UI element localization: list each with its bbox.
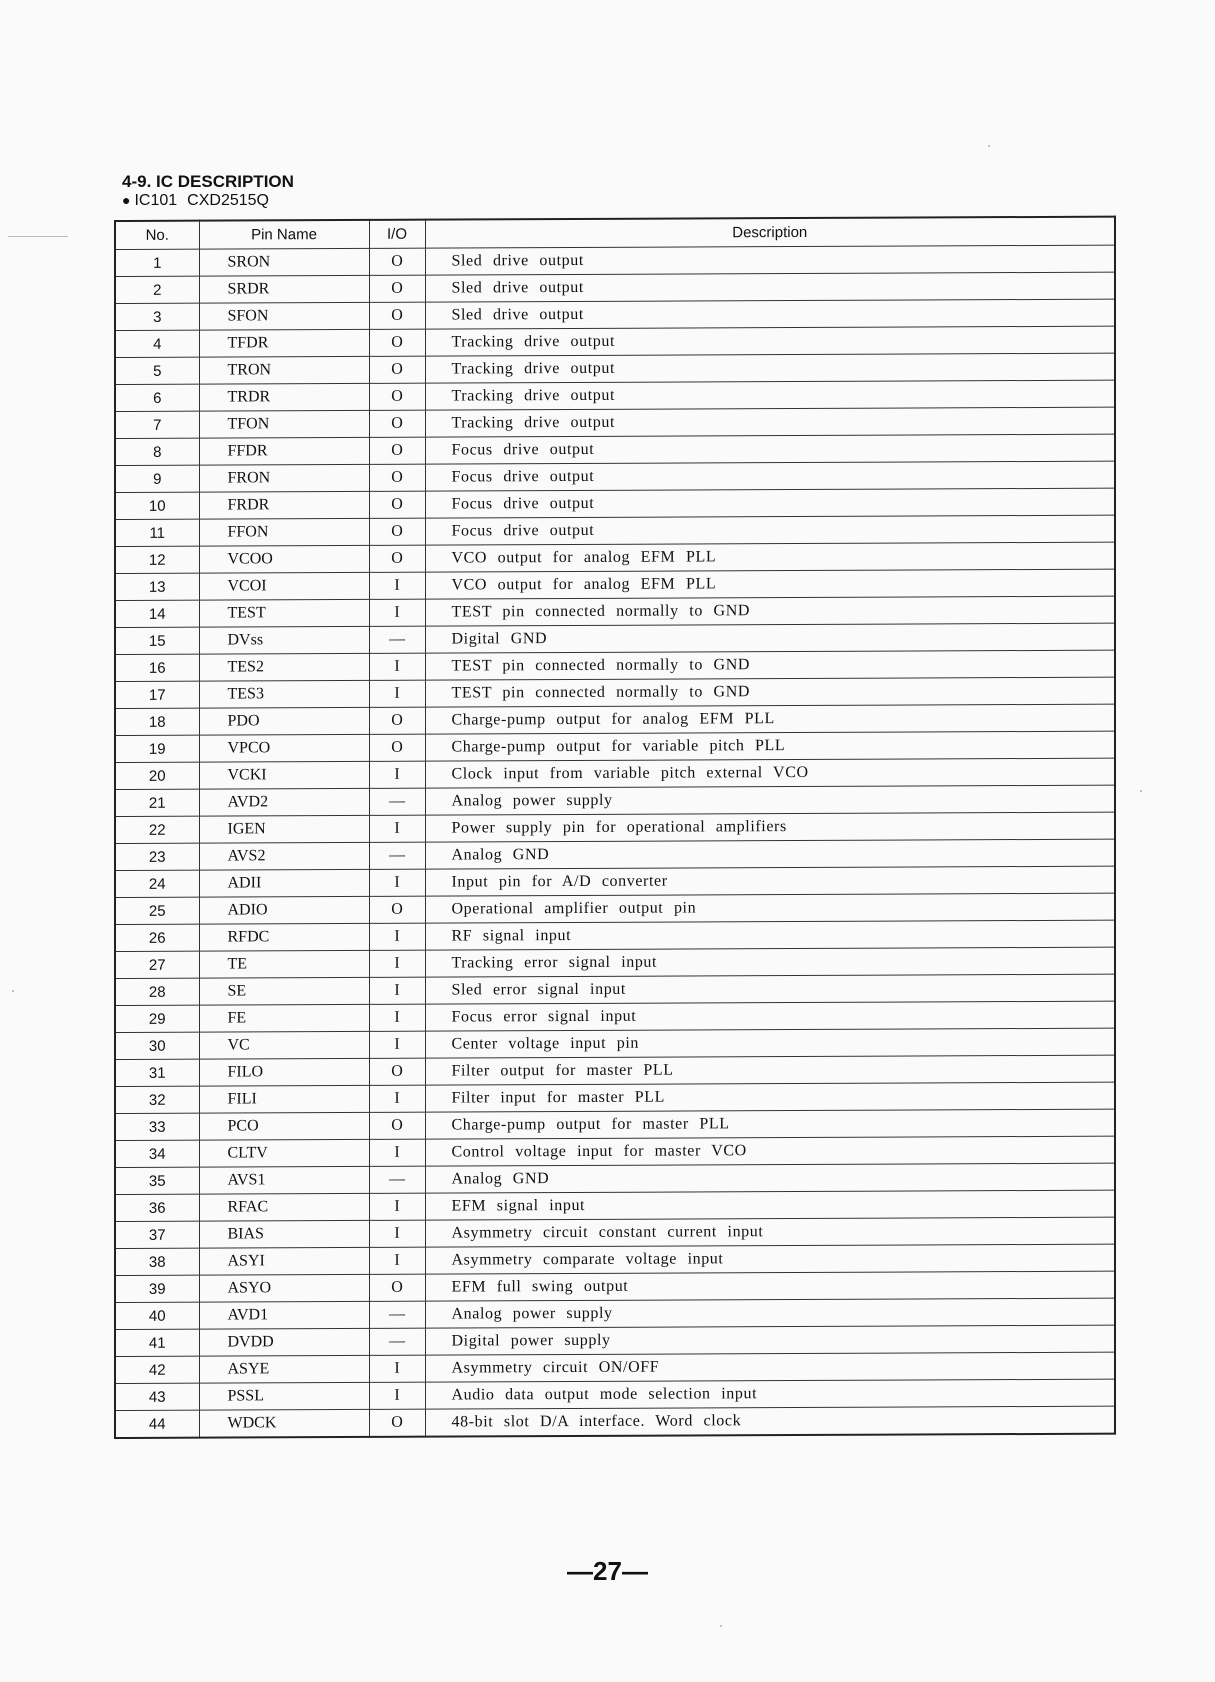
pin-name-cell: SFON xyxy=(199,302,369,330)
table-row xyxy=(115,623,1115,654)
pin-name-cell: DVss xyxy=(199,626,369,654)
scan-speck xyxy=(1140,790,1142,792)
pin-description-cell: Power supply pin for operational amplifiers xyxy=(425,812,1115,842)
pin-io-cell: O xyxy=(369,1058,425,1085)
pin-description-cell: Clock input from variable pitch external VCO xyxy=(425,758,1115,788)
pin-io-cell: I xyxy=(369,680,425,707)
pin-description-cell: Asymmetry circuit ON/OFF xyxy=(425,1352,1115,1382)
pin-name-cell: RFAC xyxy=(199,1193,369,1221)
pin-name-cell: VCOO xyxy=(199,545,369,573)
pin-name-cell: ADII xyxy=(199,869,369,897)
pin-description-cell: Audio data output mode selection input xyxy=(425,1379,1115,1409)
pin-name-cell: TEST xyxy=(199,599,369,627)
pin-name-cell: SRDR xyxy=(199,275,369,303)
pin-description-cell: VCO output for analog EFM PLL xyxy=(425,542,1115,572)
pin-number-cell: 6 xyxy=(115,384,199,411)
pin-number-cell: 16 xyxy=(115,654,199,681)
table-row xyxy=(115,1244,1115,1275)
table-row xyxy=(115,272,1115,303)
pin-number-cell: 43 xyxy=(115,1383,199,1410)
table-row xyxy=(115,1082,1115,1113)
bullet-icon: ● xyxy=(122,192,131,208)
pin-number-cell: 23 xyxy=(115,843,199,870)
pin-io-cell: O xyxy=(369,356,425,383)
pin-description-cell: Tracking drive output xyxy=(425,353,1115,383)
pin-number-cell: 19 xyxy=(115,735,199,762)
pin-io-cell: I xyxy=(369,1247,425,1274)
pin-name-cell: ASYO xyxy=(199,1274,369,1302)
pin-number-cell: 7 xyxy=(115,411,199,438)
column-header-description: Description xyxy=(425,217,1115,249)
pin-io-cell: I xyxy=(369,1004,425,1031)
pin-io-cell: O xyxy=(369,383,425,410)
pin-name-cell: IGEN xyxy=(199,815,369,843)
table-header-row xyxy=(115,217,1115,250)
pin-number-cell: 20 xyxy=(115,762,199,789)
pin-name-cell: BIAS xyxy=(199,1220,369,1248)
pin-description-cell: TEST pin connected normally to GND xyxy=(425,677,1115,707)
table-row xyxy=(115,353,1115,384)
pin-io-cell: O xyxy=(369,275,425,302)
pin-name-cell: DVDD xyxy=(199,1328,369,1356)
ic-ref: IC101 xyxy=(134,192,178,209)
pin-io-cell: — xyxy=(369,1166,425,1193)
table-row xyxy=(115,299,1115,330)
pin-description-cell: Analog power supply xyxy=(425,1298,1115,1328)
pin-number-cell: 5 xyxy=(115,357,199,384)
table-row xyxy=(115,542,1115,573)
pin-description-cell: Focus drive output xyxy=(425,434,1115,464)
table-row xyxy=(115,650,1115,681)
table-row xyxy=(115,1325,1115,1356)
pin-io-cell: O xyxy=(369,707,425,734)
column-header-pin-name: Pin Name xyxy=(199,220,369,249)
table-row xyxy=(115,677,1115,708)
pin-name-cell: SRON xyxy=(199,248,369,276)
table-row xyxy=(115,1406,1115,1438)
pin-io-cell: O xyxy=(369,1274,425,1301)
pin-io-cell: O xyxy=(369,464,425,491)
pin-description-cell: Tracking drive output xyxy=(425,380,1115,410)
pin-io-cell: I xyxy=(369,923,425,950)
pin-io-cell: I xyxy=(369,572,425,599)
table-row xyxy=(115,1055,1115,1086)
pin-io-cell: — xyxy=(369,1301,425,1328)
column-header-io: I/O xyxy=(369,220,425,249)
pin-io-cell: I xyxy=(369,1139,425,1166)
pin-description-cell: Charge-pump output for master PLL xyxy=(425,1109,1115,1139)
pin-number-cell: 33 xyxy=(115,1113,199,1140)
pin-description-cell: Sled drive output xyxy=(425,272,1115,302)
pin-description-cell: Sled drive output xyxy=(425,245,1115,275)
table-row xyxy=(115,947,1115,978)
pin-number-cell: 39 xyxy=(115,1275,199,1302)
page-number: —27— xyxy=(567,1556,648,1586)
pin-number-cell: 1 xyxy=(115,249,199,276)
pin-io-cell: I xyxy=(369,1220,425,1247)
pin-description-cell: Tracking error signal input xyxy=(425,947,1115,977)
pin-description-cell: EFM full swing output xyxy=(425,1271,1115,1301)
pin-description-table xyxy=(114,216,1116,1439)
pin-name-cell: TES2 xyxy=(199,653,369,681)
ic-part-number: CXD2515Q xyxy=(187,192,269,209)
pin-name-cell: TRDR xyxy=(199,383,369,411)
pin-description-cell: Filter input for master PLL xyxy=(425,1082,1115,1112)
pin-io-cell: I xyxy=(369,1031,425,1058)
scan-speck xyxy=(988,145,990,147)
pin-name-cell: VPCO xyxy=(199,734,369,762)
pin-io-cell: I xyxy=(369,950,425,977)
table-row xyxy=(115,1001,1115,1032)
pin-number-cell: 41 xyxy=(115,1329,199,1356)
pin-io-cell: I xyxy=(369,599,425,626)
pin-name-cell: FILO xyxy=(199,1058,369,1086)
pin-name-cell: RFDC xyxy=(199,923,369,951)
pin-description-cell: Charge-pump output for analog EFM PLL xyxy=(425,704,1115,734)
pin-io-cell: O xyxy=(369,1409,425,1437)
pin-name-cell: AVS2 xyxy=(199,842,369,870)
pin-name-cell: SE xyxy=(199,977,369,1005)
pin-name-cell: TRON xyxy=(199,356,369,384)
pin-number-cell: 40 xyxy=(115,1302,199,1329)
pin-number-cell: 3 xyxy=(115,303,199,330)
pin-description-cell: EFM signal input xyxy=(425,1190,1115,1220)
pin-name-cell: FRDR xyxy=(199,491,369,519)
table-row xyxy=(115,974,1115,1005)
pin-io-cell: O xyxy=(369,491,425,518)
pin-io-cell: I xyxy=(369,869,425,896)
pin-io-cell: I xyxy=(369,761,425,788)
pin-description-cell: Sled drive output xyxy=(425,299,1115,329)
table-row xyxy=(115,893,1115,924)
table-row xyxy=(115,1136,1115,1167)
pin-rows xyxy=(115,245,1115,1438)
table-row xyxy=(115,731,1115,762)
pin-number-cell: 36 xyxy=(115,1194,199,1221)
pin-name-cell: TES3 xyxy=(199,680,369,708)
pin-name-cell: FFDR xyxy=(199,437,369,465)
section-title: 4-9. IC DESCRIPTION xyxy=(122,172,294,191)
pin-description-cell: RF signal input xyxy=(425,920,1115,950)
pin-name-cell: TFDR xyxy=(199,329,369,357)
pin-io-cell: O xyxy=(369,518,425,545)
pin-description-cell: TEST pin connected normally to GND xyxy=(425,596,1115,626)
table-row xyxy=(115,1190,1115,1221)
pin-io-cell: — xyxy=(369,842,425,869)
pin-name-cell: FFON xyxy=(199,518,369,546)
pin-description-cell: Asymmetry circuit constant current input xyxy=(425,1217,1115,1247)
pin-name-cell: FRON xyxy=(199,464,369,492)
pin-number-cell: 44 xyxy=(115,1410,199,1438)
pin-description-cell: Focus error signal input xyxy=(425,1001,1115,1031)
pin-io-cell: O xyxy=(369,302,425,329)
table-row xyxy=(115,812,1115,843)
pin-number-cell: 21 xyxy=(115,789,199,816)
table-row xyxy=(115,488,1115,519)
pin-name-cell: VCKI xyxy=(199,761,369,789)
column-header-no: No. xyxy=(115,221,199,250)
pin-number-cell: 37 xyxy=(115,1221,199,1248)
table-row xyxy=(115,569,1115,600)
pin-io-cell: I xyxy=(369,1355,425,1382)
scan-speck xyxy=(720,1625,722,1627)
pin-number-cell: 34 xyxy=(115,1140,199,1167)
pin-description-cell: Filter output for master PLL xyxy=(425,1055,1115,1085)
pin-name-cell: VC xyxy=(199,1031,369,1059)
pin-number-cell: 28 xyxy=(115,978,199,1005)
table-row xyxy=(115,1028,1115,1059)
pin-number-cell: 18 xyxy=(115,708,199,735)
pin-io-cell: I xyxy=(369,815,425,842)
table-row xyxy=(115,1298,1115,1329)
pin-number-cell: 42 xyxy=(115,1356,199,1383)
pin-description-cell: Input pin for A/D converter xyxy=(425,866,1115,896)
table-row xyxy=(115,434,1115,465)
table-row xyxy=(115,407,1115,438)
pin-description-cell: 48-bit slot D/A interface. Word clock xyxy=(425,1406,1115,1437)
table-row xyxy=(115,1271,1115,1302)
pin-number-cell: 26 xyxy=(115,924,199,951)
pin-description-cell: Focus drive output xyxy=(425,488,1115,518)
pin-number-cell: 27 xyxy=(115,951,199,978)
pin-io-cell: O xyxy=(369,896,425,923)
table-row xyxy=(115,920,1115,951)
pin-number-cell: 12 xyxy=(115,546,199,573)
pin-io-cell: — xyxy=(369,626,425,653)
pin-name-cell: AVD1 xyxy=(199,1301,369,1329)
pin-description-cell: Digital GND xyxy=(425,623,1115,653)
pin-description-cell: Charge-pump output for variable pitch PLL xyxy=(425,731,1115,761)
pin-number-cell: 2 xyxy=(115,276,199,303)
pin-description-cell: Operational amplifier output pin xyxy=(425,893,1115,923)
pin-name-cell: ASYE xyxy=(199,1355,369,1383)
table-row xyxy=(115,1352,1115,1383)
scan-artifact-line xyxy=(8,236,68,237)
pin-number-cell: 9 xyxy=(115,465,199,492)
pin-io-cell: I xyxy=(369,1382,425,1409)
table-row xyxy=(115,326,1115,357)
pin-description-cell: Asymmetry comparate voltage input xyxy=(425,1244,1115,1274)
pin-name-cell: TE xyxy=(199,950,369,978)
pin-number-cell: 10 xyxy=(115,492,199,519)
pin-io-cell: — xyxy=(369,788,425,815)
pin-io-cell: I xyxy=(369,653,425,680)
pin-description-cell: Center voltage input pin xyxy=(425,1028,1115,1058)
pin-name-cell: FILI xyxy=(199,1085,369,1113)
pin-name-cell: AVD2 xyxy=(199,788,369,816)
pin-description-cell: Analog GND xyxy=(425,839,1115,869)
pin-name-cell: CLTV xyxy=(199,1139,369,1167)
table-row xyxy=(115,1109,1115,1140)
pin-name-cell: PSSL xyxy=(199,1382,369,1410)
pin-number-cell: 30 xyxy=(115,1032,199,1059)
pin-description-cell: Focus drive output xyxy=(425,515,1115,545)
table-row xyxy=(115,1217,1115,1248)
pin-name-cell: WDCK xyxy=(199,1409,369,1437)
pin-io-cell: O xyxy=(369,410,425,437)
ic-identifier xyxy=(122,192,269,210)
pin-number-cell: 4 xyxy=(115,330,199,357)
pin-number-cell: 29 xyxy=(115,1005,199,1032)
scan-speck xyxy=(12,990,14,992)
table-row xyxy=(115,758,1115,789)
pin-number-cell: 24 xyxy=(115,870,199,897)
table-row xyxy=(115,596,1115,627)
pin-io-cell: I xyxy=(369,977,425,1004)
pin-number-cell: 31 xyxy=(115,1059,199,1086)
table-row xyxy=(115,1379,1115,1410)
pin-number-cell: 13 xyxy=(115,573,199,600)
pin-io-cell: O xyxy=(369,329,425,356)
table-row xyxy=(115,515,1115,546)
pin-io-cell: O xyxy=(369,437,425,464)
table-row xyxy=(115,461,1115,492)
pin-name-cell: FE xyxy=(199,1004,369,1032)
pin-io-cell: O xyxy=(369,734,425,761)
pin-description-cell: Control voltage input for master VCO xyxy=(425,1136,1115,1166)
pin-number-cell: 17 xyxy=(115,681,199,708)
pin-name-cell: ADIO xyxy=(199,896,369,924)
table-row xyxy=(115,245,1115,276)
pin-io-cell: I xyxy=(369,1193,425,1220)
pin-number-cell: 35 xyxy=(115,1167,199,1194)
table-row xyxy=(115,1163,1115,1194)
pin-description-cell: TEST pin connected normally to GND xyxy=(425,650,1115,680)
pin-description-cell: Tracking drive output xyxy=(425,407,1115,437)
table-row xyxy=(115,839,1115,870)
pin-description-cell: Tracking drive output xyxy=(425,326,1115,356)
pin-name-cell: AVS1 xyxy=(199,1166,369,1194)
pin-name-cell: ASYI xyxy=(199,1247,369,1275)
pin-name-cell: VCOI xyxy=(199,572,369,600)
pin-number-cell: 11 xyxy=(115,519,199,546)
table-row xyxy=(115,380,1115,411)
table-row xyxy=(115,704,1115,735)
pin-number-cell: 32 xyxy=(115,1086,199,1113)
pin-description-cell: Sled error signal input xyxy=(425,974,1115,1004)
pin-number-cell: 38 xyxy=(115,1248,199,1275)
table-row xyxy=(115,866,1115,897)
pin-number-cell: 14 xyxy=(115,600,199,627)
pin-io-cell: I xyxy=(369,1085,425,1112)
table-row xyxy=(115,785,1115,816)
pin-description-cell: Digital power supply xyxy=(425,1325,1115,1355)
pin-name-cell: PDO xyxy=(199,707,369,735)
pin-io-cell: O xyxy=(369,248,425,275)
pin-io-cell: O xyxy=(369,545,425,572)
pin-description-cell: Focus drive output xyxy=(425,461,1115,491)
pin-number-cell: 25 xyxy=(115,897,199,924)
pin-io-cell: O xyxy=(369,1112,425,1139)
pin-description-cell: Analog GND xyxy=(425,1163,1115,1193)
pin-name-cell: TFON xyxy=(199,410,369,438)
pin-name-cell: PCO xyxy=(199,1112,369,1140)
pin-number-cell: 8 xyxy=(115,438,199,465)
pin-number-cell: 15 xyxy=(115,627,199,654)
pin-description-cell: VCO output for analog EFM PLL xyxy=(425,569,1115,599)
pin-io-cell: — xyxy=(369,1328,425,1355)
pin-description-cell: Analog power supply xyxy=(425,785,1115,815)
pin-number-cell: 22 xyxy=(115,816,199,843)
